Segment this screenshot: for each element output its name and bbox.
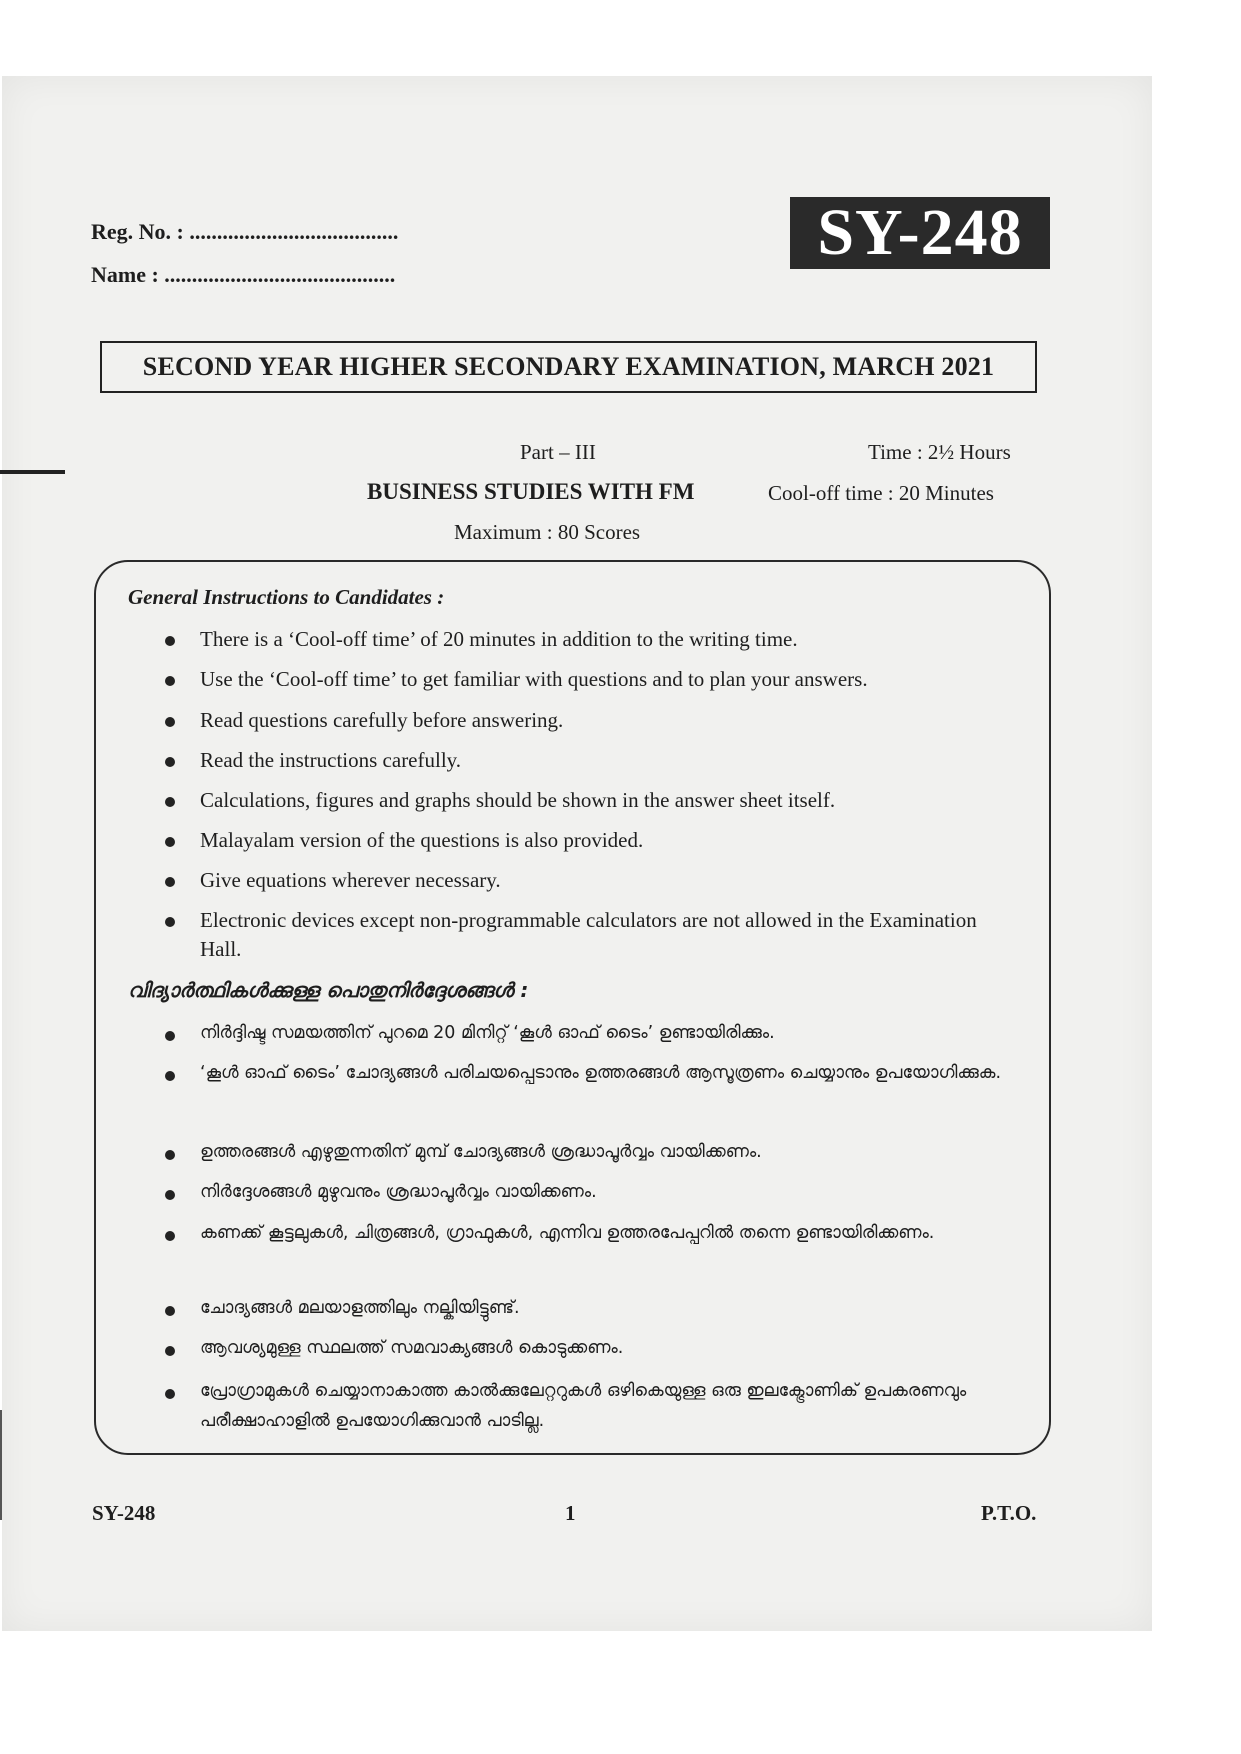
maximum-score-label: Maximum : 80 Scores [454, 520, 641, 544]
bullet-icon [165, 1150, 175, 1160]
instruction-ml-1: നിർദ്ദിഷ്ട സമയത്തിന് പുറമെ 20 മിനിറ്റ് ‘കൂൾ ഓഫ് ടൈം’ ഉണ്ടായിരിക്കും. [200, 1023, 775, 1043]
paper-code-badge: SY-248 [790, 197, 1050, 269]
bullet-icon [165, 1031, 175, 1041]
bullet-icon [165, 1231, 175, 1241]
bullet-icon [165, 1071, 175, 1081]
instruction-en-7: Give equations wherever necessary. [200, 868, 501, 892]
name-field: Name : .......................................... [91, 262, 396, 287]
edge-mark [0, 1410, 2, 1520]
exam-title: SECOND YEAR HIGHER SECONDARY EXAMINATION, MARCH 2021 [100, 341, 1037, 393]
footer-paper-code: SY-248 [92, 1501, 156, 1525]
bullet-icon [165, 676, 175, 686]
bullet-icon [165, 717, 175, 727]
bullet-icon [165, 757, 175, 767]
instruction-en-6: Malayalam version of the questions is also provided. [200, 828, 644, 852]
instruction-ml-3: ഉത്തരങ്ങൾ എഴുതുന്നതിന് മുമ്പ് ചോദ്യങ്ങൾ ശ്രദ്ധാപൂർവ്വം വായിക്കണം. [200, 1142, 762, 1162]
cool-off-label: Cool-off time : 20 Minutes [768, 481, 994, 505]
instruction-en-8: Electronic devices except non-programmable calculators are not allowed in the Examination Hall. [200, 908, 977, 961]
bullet-icon [165, 877, 175, 887]
subject-title: BUSINESS STUDIES WITH FM [367, 479, 695, 504]
page-number: 1 [565, 1501, 576, 1525]
pto-label: P.T.O. [981, 1501, 1037, 1525]
instruction-en-4: Read the instructions carefully. [200, 748, 462, 772]
margin-mark [0, 470, 65, 474]
instruction-ml-4: നിർദ്ദേശങ്ങൾ മുഴുവനും ശ്രദ്ധാപൂർവ്വം വായിക്കണം. [200, 1182, 597, 1202]
english-instructions-heading: General Instructions to Candidates : [128, 585, 445, 609]
instruction-ml-5: കണക്ക് കൂട്ടലുകൾ, ചിത്രങ്ങൾ, ഗ്രാഫുകൾ, എന്നിവ ഉത്തരപേപ്പറിൽ തന്നെ ഉണ്ടായിരിക്കണം. [200, 1223, 935, 1243]
bullet-icon [165, 1190, 175, 1200]
instruction-ml-6: ചോദ്യങ്ങൾ മലയാളത്തിലും നല്കിയിട്ടുണ്ട്. [200, 1298, 520, 1318]
instruction-en-5: Calculations, figures and graphs should be shown in the answer sheet itself. [200, 788, 836, 812]
instruction-ml-7: ആവശ്യമുള്ള സ്ഥലത്ത് സമവാക്യങ്ങൾ കൊടുക്കണം. [200, 1338, 624, 1358]
bullet-icon [165, 1389, 175, 1399]
instruction-en-2: Use the ‘Cool-off time’ to get familiar with questions and to plan your answers. [200, 667, 868, 691]
part-label: Part – III [520, 440, 596, 464]
instruction-en-3: Read questions carefully before answering. [200, 708, 564, 732]
bullet-icon [165, 837, 175, 847]
time-label: Time : 2½ Hours [868, 440, 1011, 464]
malayalam-instructions-heading: വിദ്യാർത്ഥികൾക്കുള്ള പൊതുനിർദ്ദേശങ്ങൾ : [128, 978, 529, 1002]
bullet-icon [165, 636, 175, 646]
bullet-icon [165, 917, 175, 927]
bullet-icon [165, 797, 175, 807]
instruction-en-1: There is a ‘Cool-off time’ of 20 minutes in addition to the writing time. [200, 627, 798, 651]
bullet-icon [165, 1306, 175, 1316]
instruction-ml-2: ‘കൂൾ ഓഫ് ടൈം’ ചോദ്യങ്ങൾ പരിചയപ്പെടാനും ഉത്തരങ്ങൾ ആസൂത്രണം ചെയ്യാനും ഉപയോഗിക്കുക. [200, 1063, 1002, 1083]
bullet-icon [165, 1346, 175, 1356]
instruction-ml-8: പ്രോഗ്രാമുകൾ ചെയ്യാനാകാത്ത കാൽക്കുലേറ്ററുകൾ ഒഴികെയുള്ള ഒരു ഇലക്ട്രോണിക് ഉപകരണവും പരീക്ഷാഹാളിൽ ഉപയോഗിക്കുവാൻ പാടില്ല. [200, 1381, 967, 1431]
reg-no-field: Reg. No. : ...................................... [91, 219, 399, 244]
